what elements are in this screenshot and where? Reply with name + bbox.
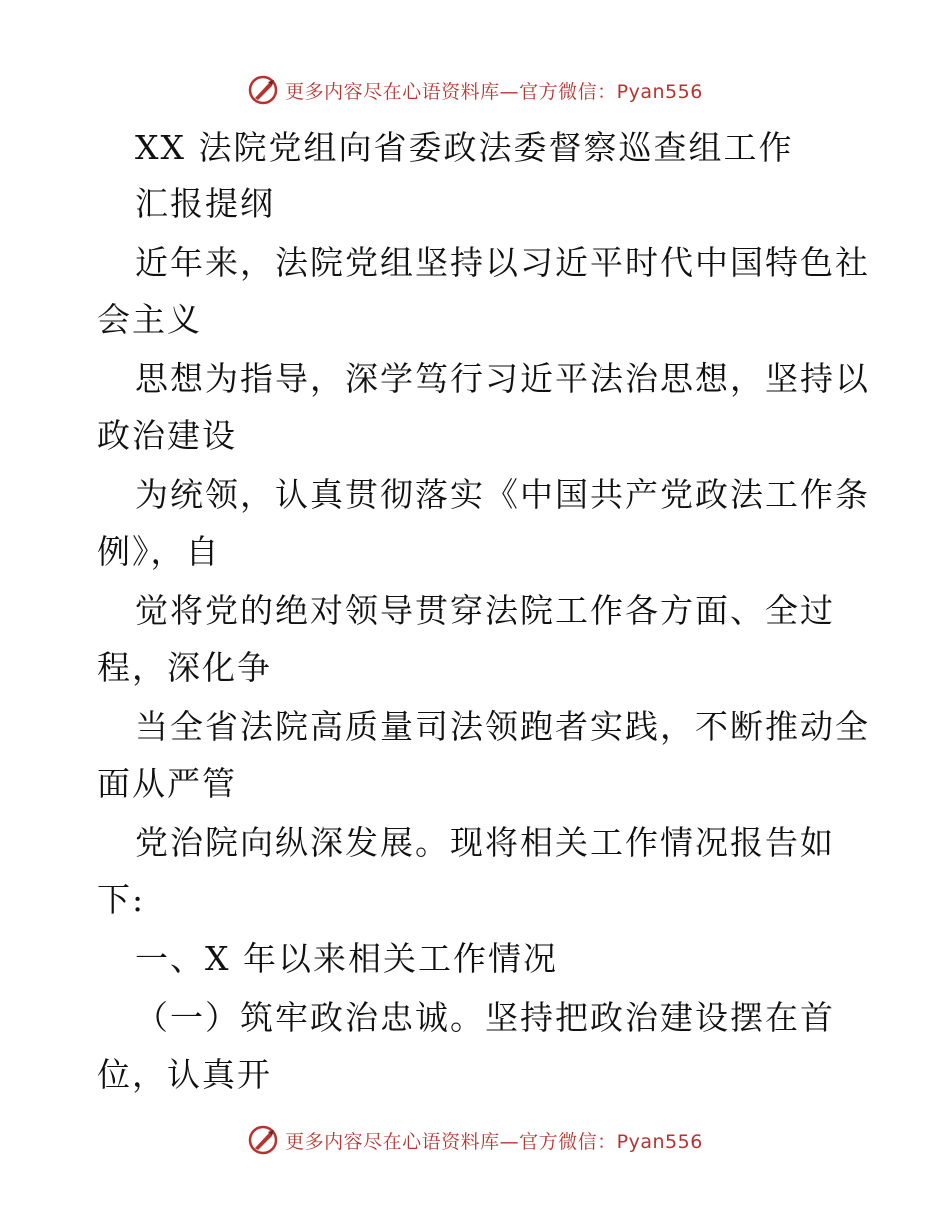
doc-line: 汇报提纲 [135,184,275,223]
doc-line: （一）筑牢政治忠诚。坚持把政治建设摆在首 [135,998,835,1037]
doc-line: 面从严管 [97,764,237,803]
watermark-text: 更多内容尽在心语资料库—官方微信：Pyan556 [285,1130,703,1153]
doc-line: 下: [97,880,146,919]
doc-line: 政治建设 [97,416,237,455]
doc-line: 会主义 [97,300,202,339]
doc-line: 当全省法院高质量司法领跑者实践，不断推动全 [135,707,870,746]
watermark-text: 更多内容尽在心语资料库—官方微信：Pyan556 [285,80,703,103]
doc-line: 觉将党的绝对领导贯穿法院工作各方面、全过 [135,591,835,630]
doc-line: 党治院向纵深发展。现将相关工作情况报告如 [135,823,835,862]
quill-pen-logo-icon [247,1124,279,1156]
doc-line: 位，认真开 [97,1055,272,1094]
doc-line: 近年来，法院党组坚持以习近平时代中国特色社 [135,243,870,282]
doc-line: 程，深化争 [97,648,272,687]
quill-pen-logo-icon [247,74,279,106]
doc-line: XX 法院党组向省委政法委督察巡查组工作 [135,128,794,167]
doc-line: 为统领，认真贯彻落实《中国共产党政法工作条 [135,475,870,514]
watermark-banner-bottom [0,1120,950,1160]
doc-line: 例》，自 [97,532,221,571]
section-heading: 一、X 年以来相关工作情况 [135,939,558,978]
doc-line: 思想为指导，深学笃行习近平法治思想，坚持以 [135,359,870,398]
watermark-banner-top [0,70,950,110]
